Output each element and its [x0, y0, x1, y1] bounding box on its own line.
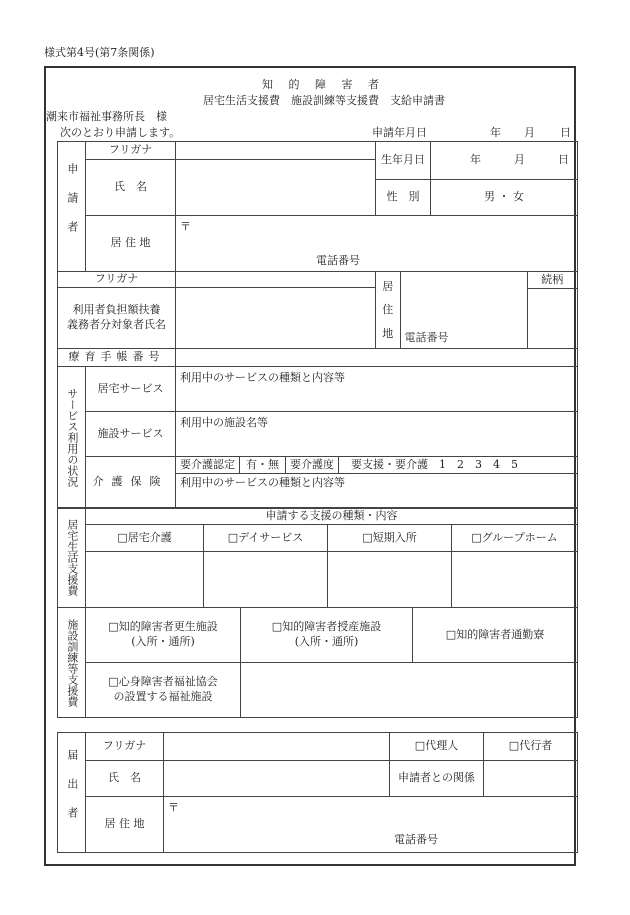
- submitter-phone-label: 電話番号: [394, 833, 438, 847]
- care-level-label: 要介護度: [286, 457, 339, 473]
- care-insurance-cell: [176, 457, 578, 509]
- commuting-dorm-option[interactable]: □知的障害者通勤寮: [413, 608, 578, 663]
- rehab-facility-option[interactable]: □知的障害者更生施設 (入所・通所): [86, 608, 241, 663]
- submitter-address-field[interactable]: [164, 797, 578, 853]
- submitter-section-label: 届出者: [58, 733, 86, 853]
- submitter-name-label: 氏 名: [86, 761, 164, 797]
- facility-support-empty: [241, 663, 578, 718]
- application-table: [57, 141, 578, 509]
- group-home-detail[interactable]: [452, 552, 578, 608]
- welfare-association-option[interactable]: □心身障害者福祉協会 の設置する福祉施設: [86, 663, 241, 718]
- birth-month: 月: [514, 153, 525, 167]
- facility-support-table: [57, 607, 578, 718]
- care-level-options[interactable]: 要支援・要介護 1 2 3 4 5: [351, 458, 518, 471]
- applicant-name-field[interactable]: [176, 160, 376, 216]
- care-service-note[interactable]: 利用中のサービスの種類と内容等: [180, 476, 345, 489]
- relationship-label: 続柄: [528, 272, 578, 289]
- applicant-postal-mark: 〒: [180, 220, 191, 233]
- ryoiku-number-field[interactable]: [176, 349, 578, 367]
- birthdate-label: 生年月日: [376, 142, 431, 180]
- relationship-to-applicant-label: 申請者との関係: [390, 761, 484, 797]
- applicant-phone-label: 電話番号: [316, 254, 360, 268]
- dependent-phone-label: 電話番号: [404, 331, 449, 345]
- title-line2: 居宅生活支援費 施設訓練等支援費 支給申請書: [203, 94, 445, 107]
- proxy-option[interactable]: □代行者: [484, 733, 578, 761]
- care-cert-options[interactable]: 有・無: [240, 457, 286, 473]
- home-support-section-label: 居宅生活支援費: [58, 508, 86, 608]
- gender-options[interactable]: 男 ・ 女: [431, 180, 578, 216]
- submitter-address-label: 居 住 地: [86, 797, 164, 853]
- facility-support-section-label: 施設訓練等支援費: [58, 608, 86, 718]
- title-line1: 知 的 障 害 者: [262, 78, 385, 91]
- agent-option[interactable]: □代理人: [390, 733, 484, 761]
- home-service-label: 居宅サービス: [86, 367, 176, 412]
- dependent-name-label: 利用者負担額扶養 義務者分対象者氏名: [58, 288, 176, 349]
- gender-label: 性 別: [376, 180, 431, 216]
- workshop-facility-option[interactable]: □知的障害者授産施設 (入所・通所): [241, 608, 413, 663]
- applicant-section-label: 申請者: [58, 142, 86, 272]
- applicant-furigana-label: フリガナ: [86, 142, 176, 160]
- day-service-option[interactable]: □デイサービス: [204, 525, 328, 552]
- relationship-cell: [527, 272, 577, 348]
- date-month: 月: [524, 126, 535, 139]
- facility-service-field[interactable]: 利用中の施設名等: [176, 412, 578, 457]
- intro-text: 次のとおり申請します。: [60, 126, 181, 139]
- submitter-furigana-label: フリガナ: [86, 733, 164, 761]
- dependent-name-field[interactable]: [176, 288, 376, 349]
- day-service-detail[interactable]: [204, 552, 328, 608]
- applicant-name-label: 氏 名: [86, 160, 176, 216]
- home-care-option[interactable]: □居宅介護: [86, 525, 204, 552]
- date-day: 日: [560, 126, 571, 139]
- date-year: 年: [490, 126, 501, 139]
- applicant-address-field[interactable]: [176, 216, 578, 272]
- ryoiku-number-label: 療育手帳番号: [58, 349, 176, 367]
- birth-day: 日: [558, 153, 569, 167]
- group-home-option[interactable]: □グループホーム: [452, 525, 578, 552]
- home-care-detail[interactable]: [86, 552, 204, 608]
- dependent-residence-cell: [376, 272, 578, 349]
- addressee: 潮来市福祉事務所長 様: [46, 110, 167, 123]
- applicant-address-label: 居 住 地: [86, 216, 176, 272]
- short-stay-option[interactable]: □短期入所: [328, 525, 452, 552]
- dependent-furigana-label: フリガナ: [58, 272, 176, 288]
- submitter-furigana-field[interactable]: [164, 733, 390, 761]
- home-support-header: 申請する支援の種類・内容: [86, 508, 578, 525]
- submitter-table: [57, 732, 578, 853]
- application-date-label: 申請年月日: [372, 126, 427, 139]
- home-service-field[interactable]: 利用中のサービスの種類と内容等: [176, 367, 578, 412]
- submitter-postal-mark: 〒: [168, 801, 179, 814]
- residence-label: 居 住 地: [376, 272, 400, 348]
- care-cert-label: 要介護認定: [176, 457, 240, 473]
- form-number: 様式第4号(第7条関係): [44, 46, 155, 59]
- facility-service-label: 施設サービス: [86, 412, 176, 457]
- short-stay-detail[interactable]: [328, 552, 452, 608]
- applicant-furigana-field[interactable]: [176, 142, 376, 160]
- birthdate-field[interactable]: [431, 142, 578, 180]
- dependent-address-field[interactable]: [400, 272, 527, 348]
- home-support-table: [57, 507, 578, 608]
- dependent-furigana-field[interactable]: [176, 272, 376, 288]
- care-insurance-label: 介護保険: [86, 457, 176, 509]
- relationship-to-applicant-field[interactable]: [484, 761, 578, 797]
- submitter-name-field[interactable]: [164, 761, 390, 797]
- service-section-label: サービス利用の状況: [58, 367, 86, 509]
- birth-year: 年: [470, 153, 481, 167]
